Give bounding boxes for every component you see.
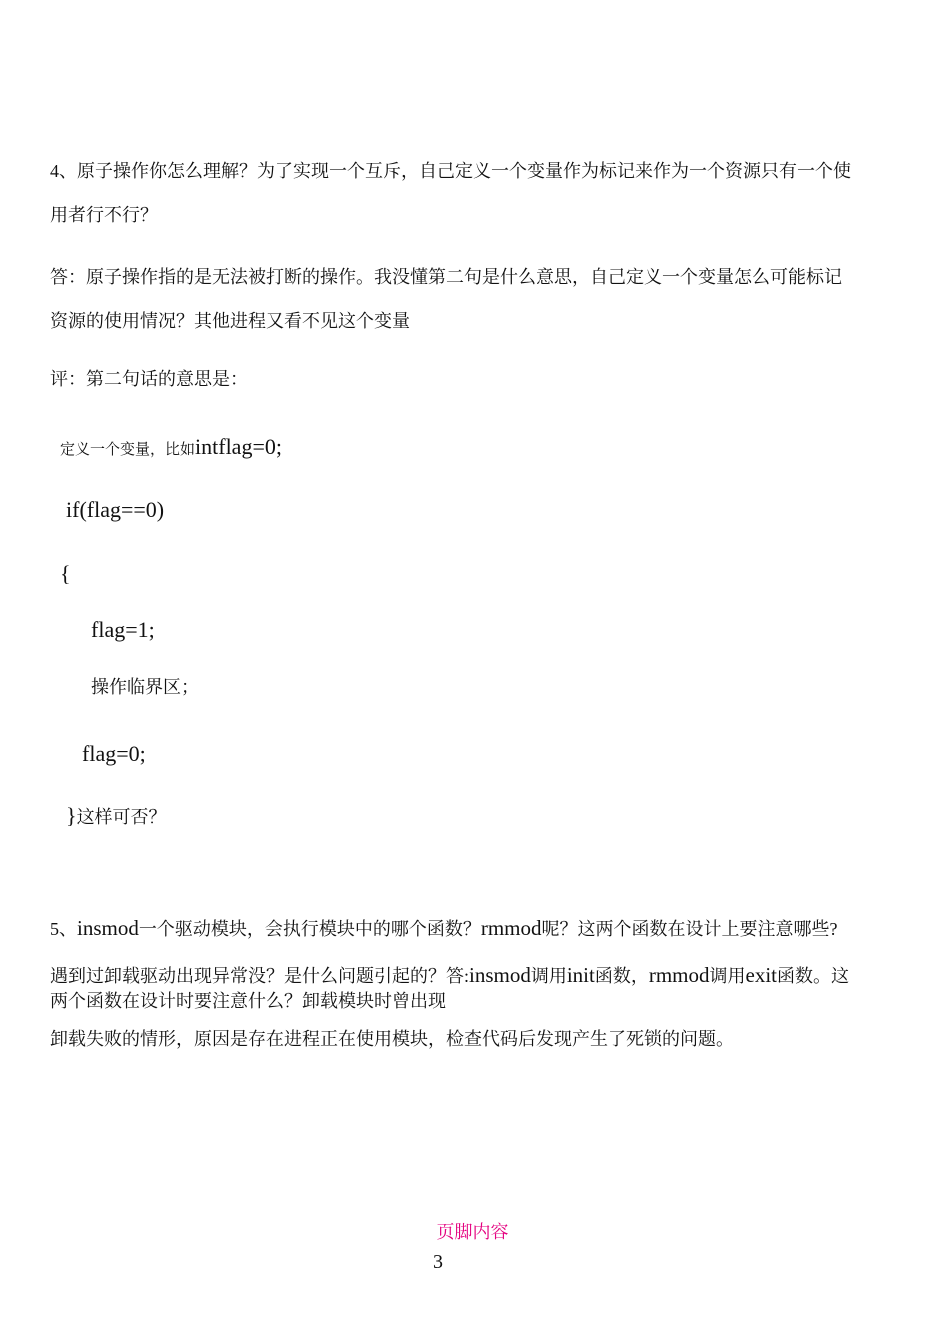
footer-text: 页脚内容: [436, 1222, 509, 1242]
answer-5-rmmod: rmmod: [648, 963, 710, 987]
question-4-line-1: 4、原子操作你怎么理解？为了实现一个互斥，自己定义一个变量作为标记来作为一个资源只有一个使: [50, 161, 851, 181]
answer-5-text-5: 函数。这: [777, 966, 850, 986]
answer-4-line-2: 资源的使用情况？其他进程又看不见这个变量: [50, 311, 410, 331]
page-number: 3: [433, 1251, 443, 1273]
code-line-0: [60, 434, 282, 463]
answer-5-exit: exit: [745, 963, 778, 987]
code-line-1: if(flag==0): [66, 497, 165, 522]
code-line-6: [66, 803, 167, 830]
answer-4-line-1: 答：原子操作指的是无法被打断的操作。我没懂第二句是什么意思，自己定义一个变量怎么可能标记: [50, 267, 842, 287]
answer-5-text-4: 调用: [709, 966, 746, 986]
code-line-5: flag=0;: [82, 741, 146, 766]
question-5-text-2: 呢？这两个函数在设计上要注意哪些?: [541, 919, 838, 939]
code-intro-text: 定义一个变量，比如: [60, 442, 196, 458]
answer-5-line-3: 卸载失败的情形，原因是存在进程正在使用模块，检查代码后发现产生了死锁的问题。: [50, 1029, 734, 1049]
code-line-4: 操作临界区；: [91, 677, 199, 697]
question-5-rmmod: rmmod: [480, 916, 542, 940]
question-5-text-1: 一个驱动模块，会执行模块中的哪个函数？: [138, 919, 481, 939]
remark-4: 评：第二句话的意思是：: [50, 369, 248, 389]
answer-5-text-1: 遇到过卸载驱动出现异常没？是什么问题引起的？答:: [50, 966, 469, 986]
code-question-text: 这样可否？: [76, 807, 167, 827]
answer-5-text-2: 调用: [530, 966, 567, 986]
answer-5-init: init: [566, 963, 595, 987]
answer-5-text-3: 函数，: [594, 966, 649, 986]
question-4-line-2: 用者行不行？: [50, 205, 158, 225]
code-line-2: {: [60, 561, 71, 586]
question-5-number: 5、: [50, 919, 77, 939]
code-line-3: flag=1;: [91, 617, 155, 642]
question-5: [50, 915, 838, 942]
question-5-insmod: insmod: [77, 916, 139, 940]
answer-5-insmod: insmod: [469, 963, 531, 987]
code-declaration: intflag=0;: [195, 434, 282, 459]
code-closing-brace: }: [66, 803, 77, 828]
answer-5-line-2: 两个函数在设计时要注意什么？卸载模块时曾出现: [50, 991, 446, 1011]
answer-5-line-1: [50, 962, 849, 989]
